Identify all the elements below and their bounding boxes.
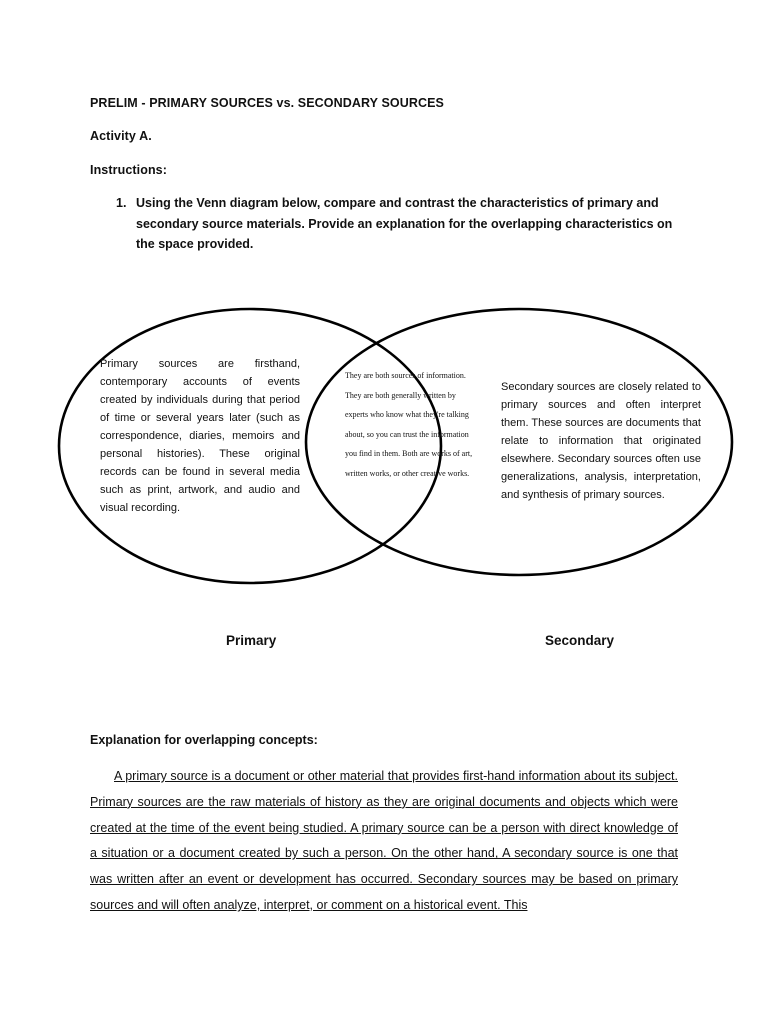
instructions-heading: Instructions: <box>90 163 167 177</box>
page-title: PRELIM - PRIMARY SOURCES vs. SECONDARY SOURCES <box>90 96 444 110</box>
primary-label: Primary <box>226 633 277 648</box>
secondary-label: Secondary <box>545 633 615 648</box>
activity-heading: Activity A. <box>90 129 152 143</box>
explanation-heading: Explanation for overlapping concepts: <box>90 733 318 747</box>
overlap-text: They are both sources of information. They are both generally written by experts who know what they're talking about, so you can trust the information you find in them. Both are works of art, written works, or other creative works. <box>345 371 473 478</box>
instruction-item-text: Using the Venn diagram below, compare and contrast the characteristics of primary and secondary source materials. Provide an explanation for the overlapping characteristics on the space provided. <box>136 196 673 251</box>
instruction-item-number: 1. <box>116 196 127 210</box>
explanation-body: A primary source is a document or other material that provides first-hand information about its subject. Primary sources are the raw materials of history as they are original documents and objects which were created at the time of the event being studied. A primary source can be a person with direct knowledge of a situation or a document created by such a person. On the other hand, A secondary source is one that was written after an event or development has occurred. Secondary sources may be based on primary sources and will often analyze, interpret, or comment on a historical event. This <box>90 769 678 912</box>
secondary-circle-text: Secondary sources are closely related to primary sources and often interpret them. These sources are documents that relate to information that originated elsewhere. Secondary sources often use generalizations, analysis, interpretation, and synthesis of primary sources. <box>501 381 701 501</box>
primary-circle-text: Primary sources are firsthand, contemporary accounts of events created by individuals during that period of time or several years later (such as correspondence, diaries, memoirs and personal histories). These original records can be found in several media such as print, artwork, and audio and visual recording. <box>100 358 300 514</box>
